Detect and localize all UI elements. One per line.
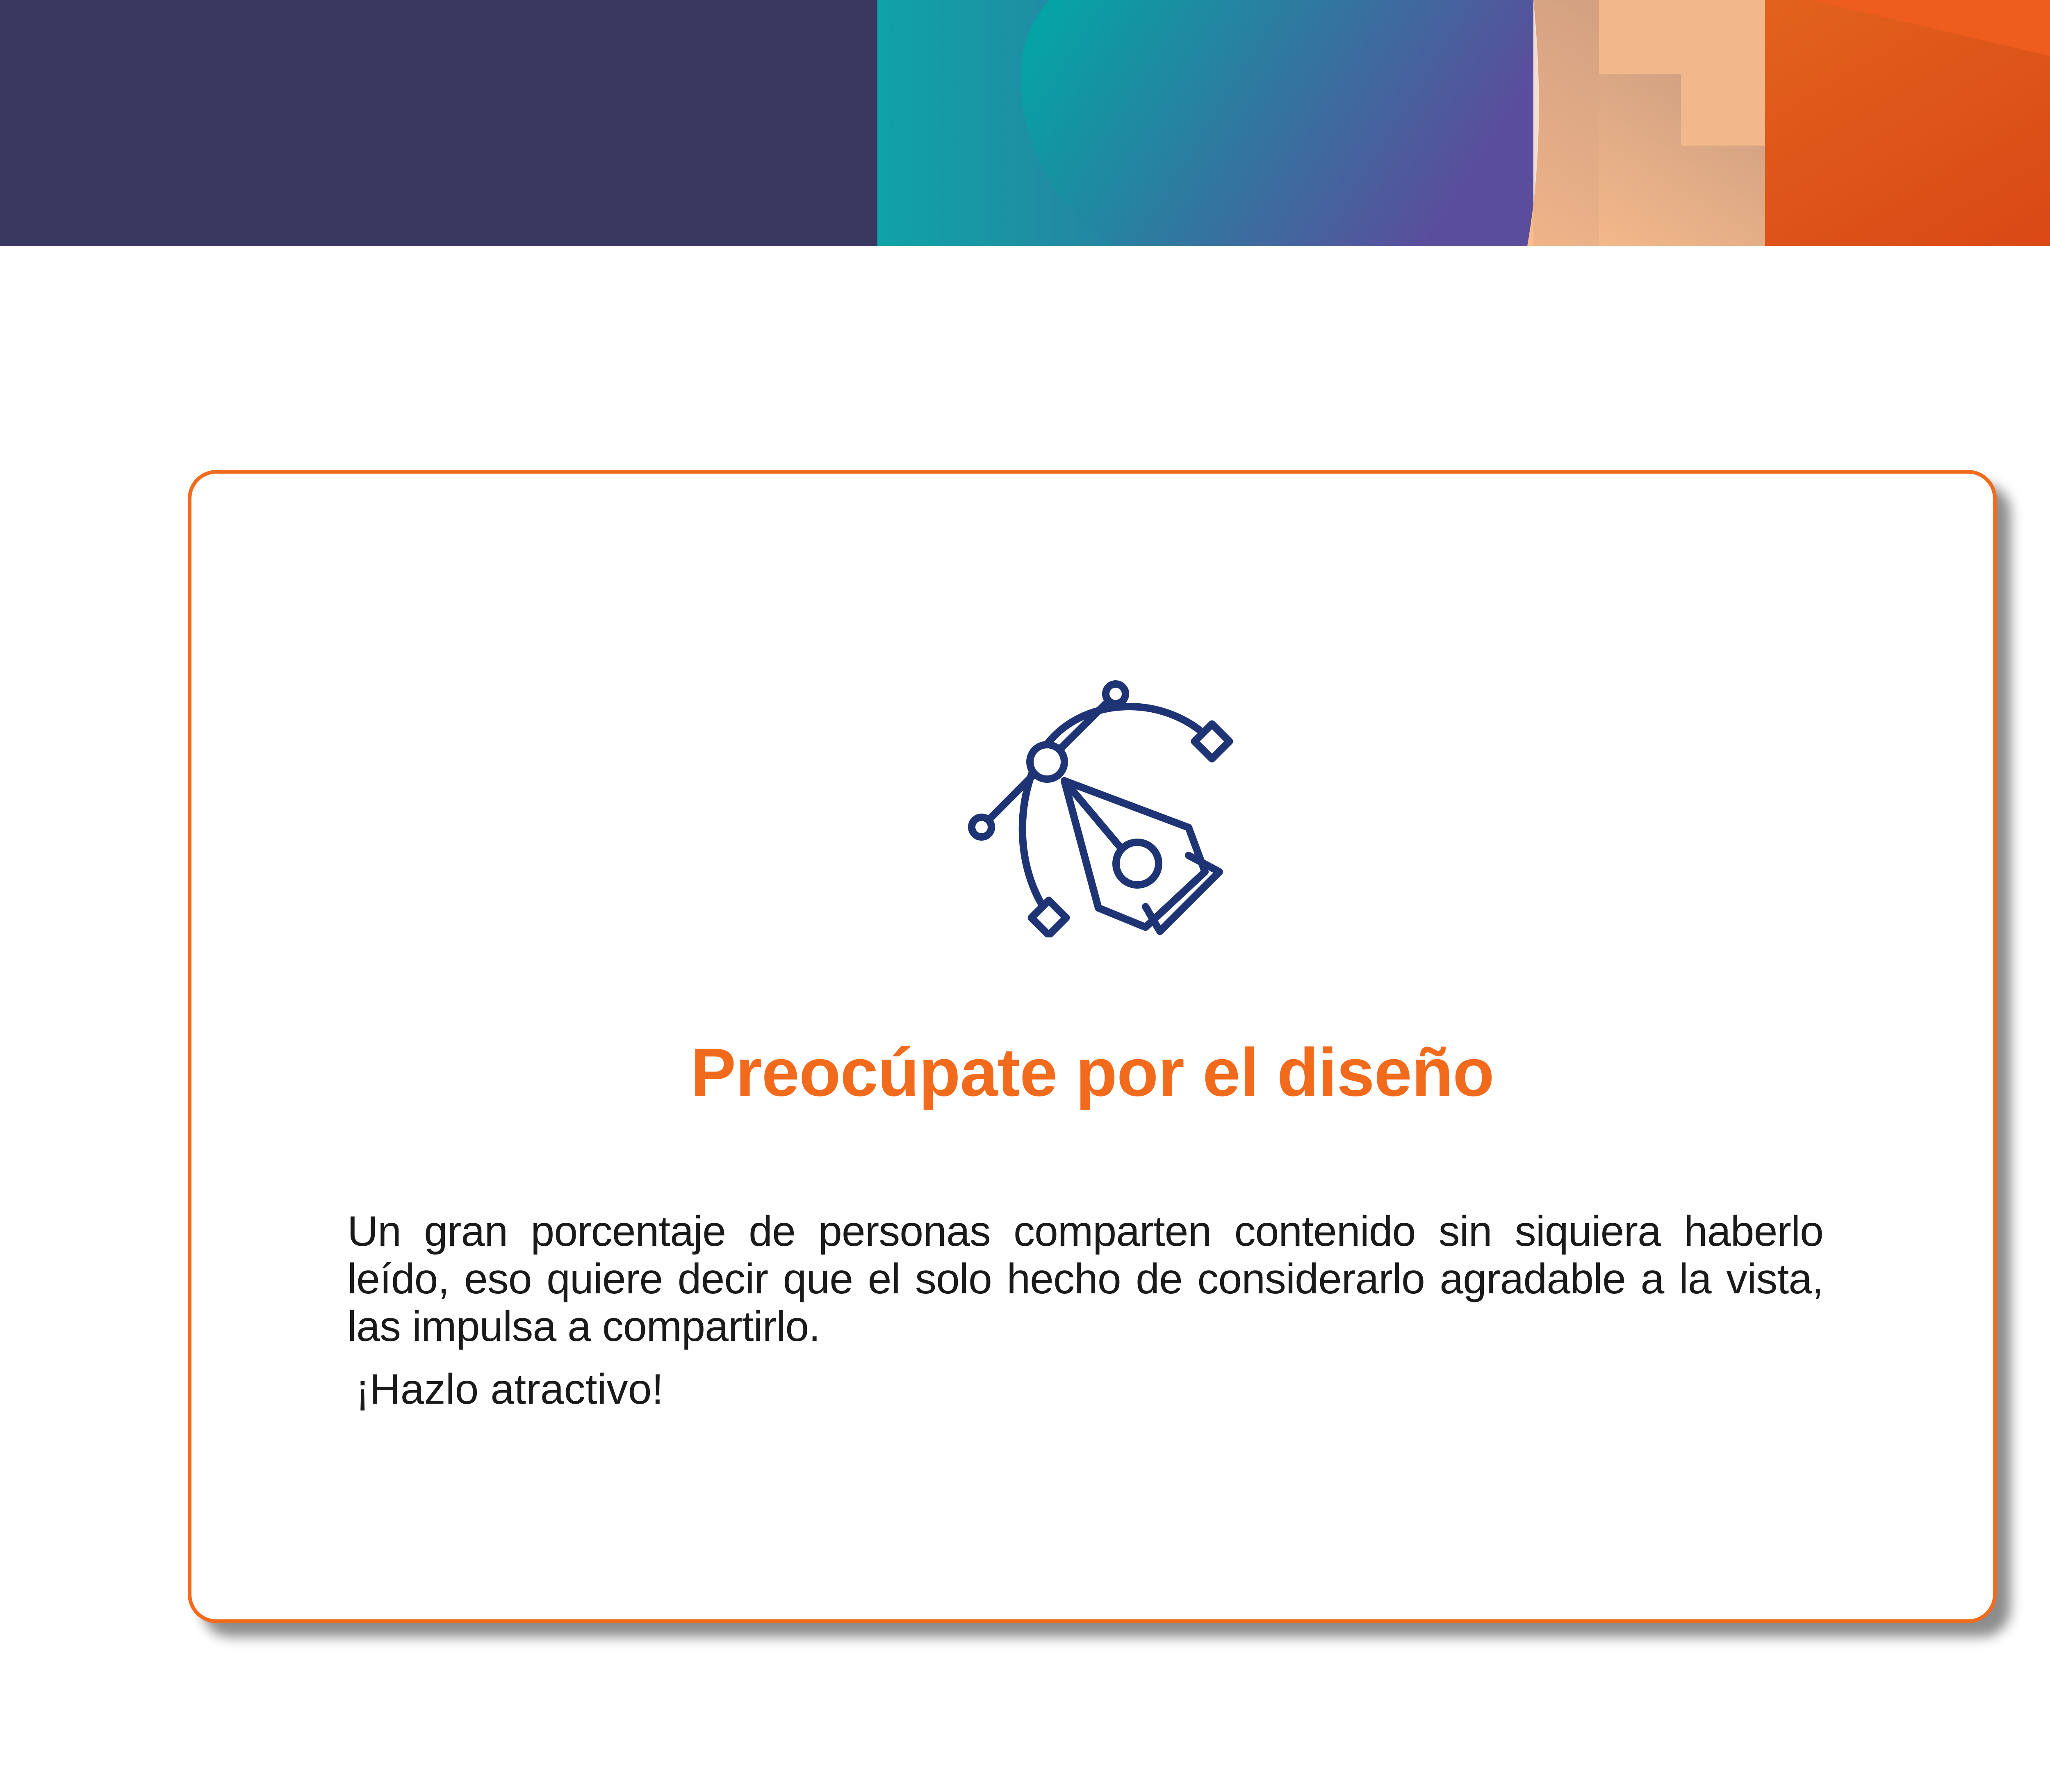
header-banner xyxy=(0,0,2050,246)
pen-tool-bezier-icon xyxy=(949,626,1260,937)
info-card xyxy=(188,470,1997,1623)
card-paragraph: Un gran porcentaje de personas comparten contenido sin siquiera haberlo leído, eso quiere decir que el solo hecho de considerarlo agradable a la vista, las impulsa a compartirlo. xyxy=(347,1208,1823,1350)
card-title: Preocúpate por el diseño xyxy=(690,1035,1494,1110)
card-call-to-action: ¡Hazlo atractivo! xyxy=(355,1366,664,1413)
decorative-banner-graphic xyxy=(0,0,2050,246)
